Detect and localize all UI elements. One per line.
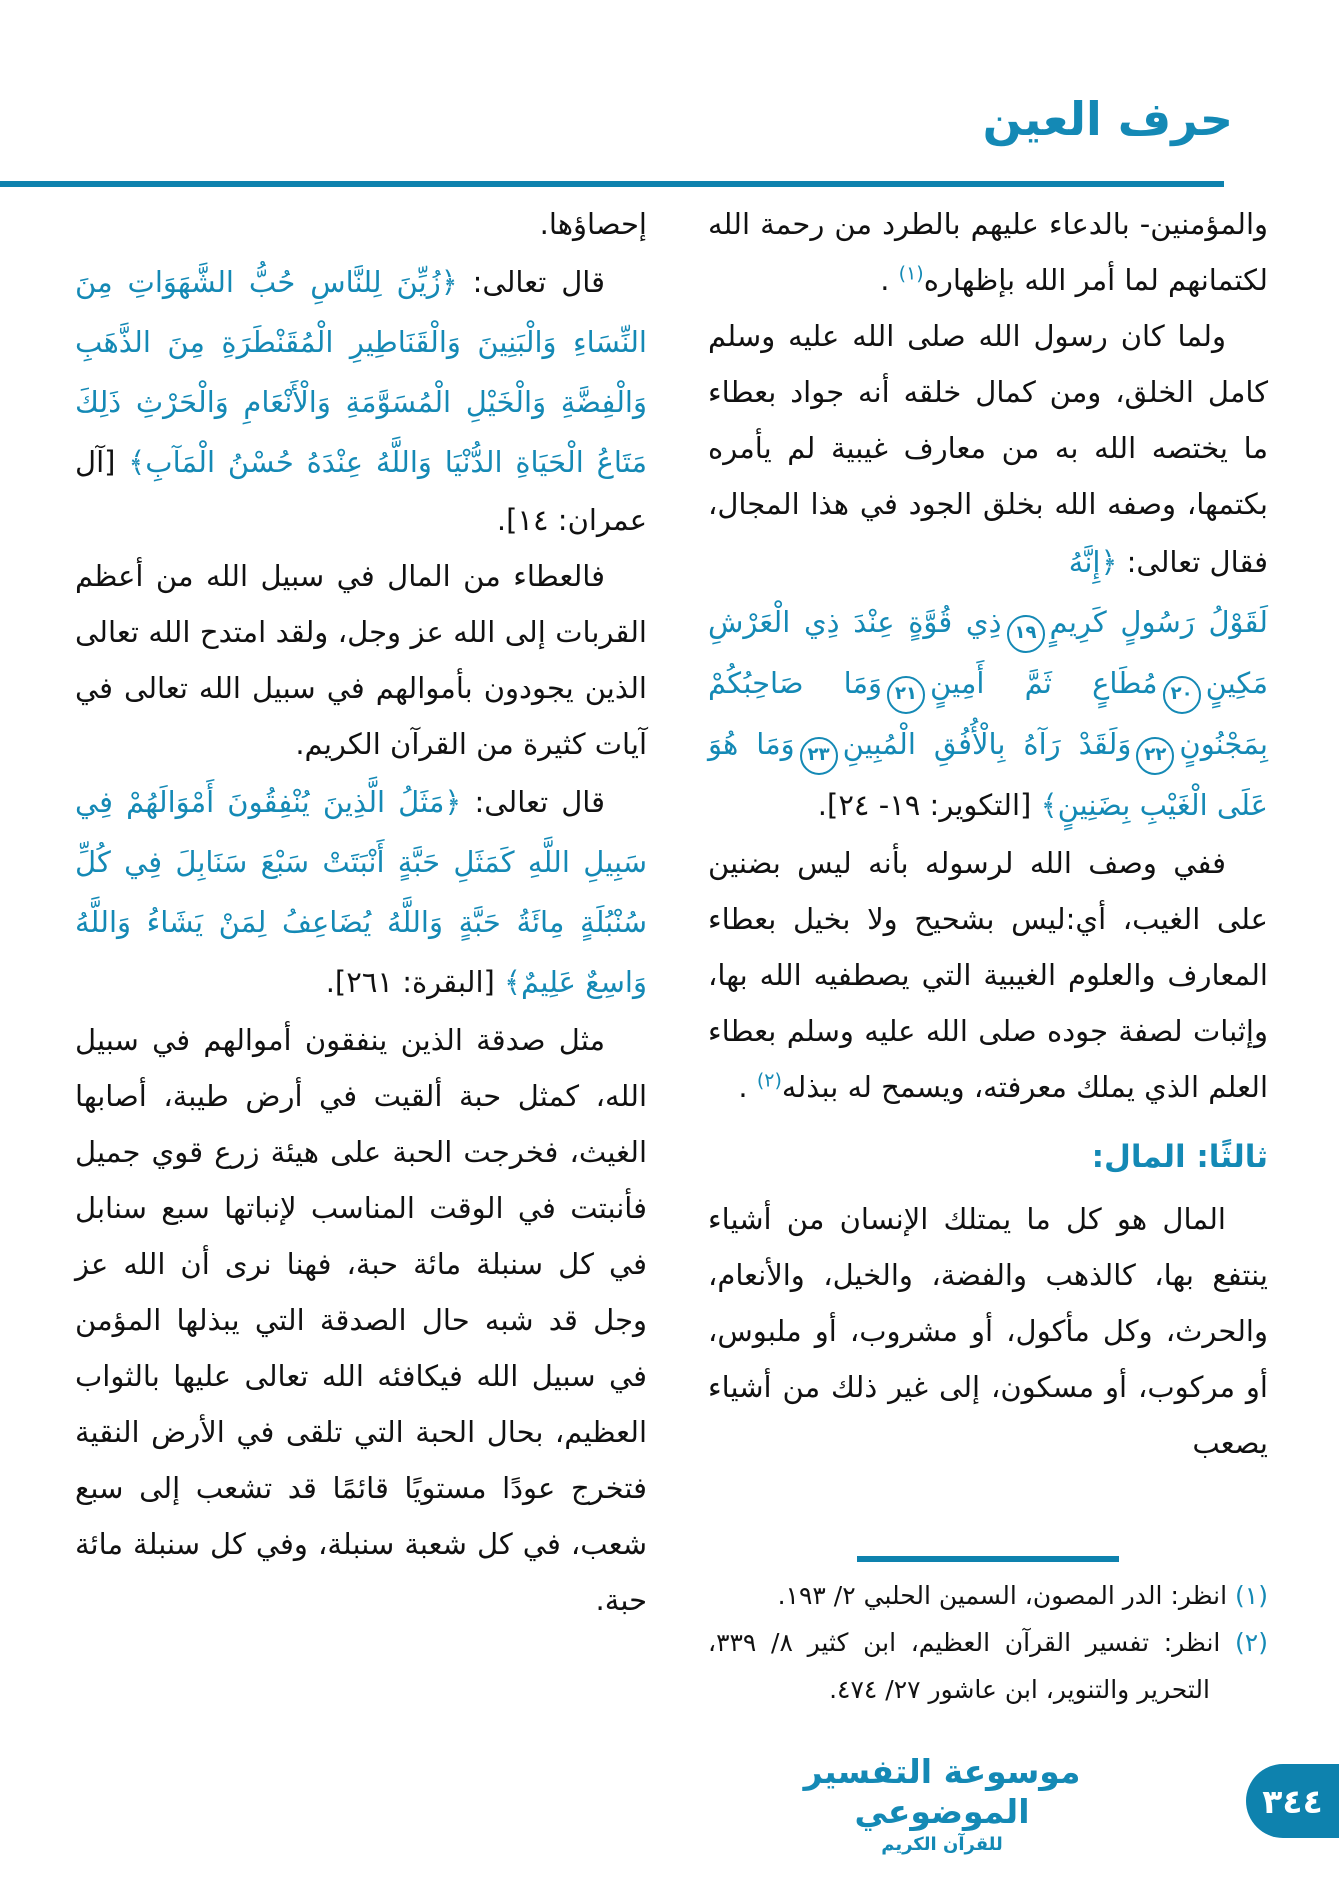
footnote-number: (١): [1235, 1581, 1268, 1610]
section-heading: ثالثًا: المال:: [1091, 1139, 1268, 1175]
paragraph-text: .: [880, 263, 899, 297]
ayah-number-badge: ٢٢: [1136, 737, 1174, 775]
footnote-text: انظر: تفسير القرآن العظيم، ابن كثير ٨/ ٣٣٩، التحرير والتنوير، ابن عاشور ٢٧/ ٤٧٤.: [708, 1628, 1221, 1704]
paragraph: [75, 252, 647, 548]
footnote-item: [708, 1619, 1268, 1713]
quran-verse-block: [708, 592, 1268, 835]
footnote-number: (٢): [1235, 1628, 1268, 1657]
header-divider: [0, 181, 1224, 187]
paragraph: [75, 772, 647, 1012]
paragraph: [708, 196, 1268, 308]
ayah-number-badge: ٢٠: [1163, 676, 1201, 714]
paragraph-text: ولما كان رسول الله صلى الله عليه وسلم كامل الخلق، ومن كمال خلقه أنه جواد بعطاء ما يختصه الله به من معارف غيبية لم يأمره بكتمها، وصفه الله بخلق الجود في هذا المجال، فقال تعالى:: [708, 319, 1268, 579]
footnotes: [708, 1556, 1268, 1713]
verse-reference: [البقرة: ٢٦١].: [325, 965, 495, 999]
column-left: [75, 196, 647, 1628]
quran-verse: لَقَوْلُ رَسُولٍ كَرِيمٍ: [1049, 605, 1268, 639]
paragraph-text: قال تعالى:: [461, 785, 605, 819]
footnote-reference: (٢): [756, 1069, 782, 1092]
paragraph: [708, 308, 1268, 592]
publisher-logo-subtitle: للقرآن الكريم: [881, 1834, 1003, 1855]
verse-reference: [التكوير: ١٩- ٢٤].: [817, 788, 1032, 822]
paragraph-text: .: [738, 1070, 757, 1104]
paragraph-text: ففي وصف الله لرسوله بأنه ليس بضنين على الغيب، أي:ليس بشحيح ولا بخيل بعطاء المعارف والعلوم الغيبية التي يصطفيه الله بها، وإثبات لصفة جوده صلى الله عليه وسلم بعطاء العلم الذي يملك معرفته، ويسمح له ببذله: [708, 846, 1268, 1104]
paragraph: المال هو كل ما يمتلك الإنسان من أشياء ينتفع بها، كالذهب والفضة، والخيل، والأنعام، والحرث، وكل مأكول، أو مشروب، أو ملبوس، أو مركوب، أو مسكون، إلى غير ذلك من أشياء يصعب: [708, 1202, 1268, 1460]
quran-verse: ﴿مَثَلُ الَّذِينَ يُنْفِقُونَ أَمْوَالَهُمْ فِي سَبِيلِ اللَّهِ كَمَثَلِ حَبَّةٍ أَنْبَتَتْ سَبْعَ سَنَابِلَ فِي كُلِّ سُنْبُلَةٍ مِائَةُ حَبَّةٍ وَاللَّهُ يُضَاعِفُ لِمَنْ يَشَاءُ وَاللَّهُ وَاسِعٌ عَلِيمٌ﴾: [75, 785, 647, 999]
publisher-logo-title: موسوعة التفسير الموضوعي: [803, 1752, 1081, 1831]
paragraph-text: والمؤمنين- بالدعاء عليهم بالطرد من رحمة الله لكتمانهم لما أمر الله بإظهاره: [708, 207, 1268, 297]
paragraph: مثل صدقة الذين ينفقون أموالهم في سبيل الله، كمثل حبة ألقيت في أرض طيبة، أصابها الغيث، فخرجت الحبة على هيئة زرع قوي جميل فأنبتت في الوقت المناسب لإنباتها سبع سنابل في كل سنبلة مائة حبة، فهنا نرى أن الله عز وجل قد شبه حال الصدقة التي يبذلها المؤمن في سبيل الله فيكافئه الله تعالى عليها بالثواب العظيم، بحال الحبة التي تلقى في الأرض النقية فتخرج عودًا مستويًا قائمًا قد تشعب إلى سبع شعب، في كل شعبة سنبلة، وفي كل سنبلة مائة حبة.: [75, 1023, 647, 1617]
quran-verse: ﴿إِنَّهُ: [1068, 545, 1118, 579]
ayah-number-badge: ١٩: [1007, 615, 1045, 653]
verse-reference: [آل عمران: ١٤].: [75, 445, 647, 537]
footnote-separator: [857, 1556, 1119, 1562]
footnote-reference: (١): [898, 262, 924, 285]
quran-verse: وَمَا هُوَ عَلَى الْغَيْبِ بِضَنِينٍ﴾: [708, 727, 1268, 822]
ayah-number-badge: ٢١: [887, 676, 925, 714]
paragraph: إحصاؤها.: [539, 207, 647, 241]
quran-verse: ذِي قُوَّةٍ عِنْدَ ذِي الْعَرْشِ مَكِينٍ: [708, 605, 1268, 700]
ayah-number-badge: ٢٣: [800, 737, 838, 775]
quran-verse: وَمَا صَاحِبُكُمْ بِمَجْنُونٍ: [708, 666, 1268, 761]
footnote-text: انظر: الدر المصون، السمين الحلبي ٢/ ١٩٣.: [777, 1581, 1228, 1610]
footnote-item: [708, 1572, 1268, 1619]
quran-verse: وَلَقَدْ رَآهُ بِالْأُفُقِ الْمُبِينِ: [842, 727, 1132, 761]
paragraph-text: قال تعالى:: [457, 265, 605, 299]
quran-verse: ﴿زُيِّنَ لِلنَّاسِ حُبُّ الشَّهَوَاتِ مِنَ النِّسَاءِ وَالْبَنِينَ وَالْقَنَاطِيرِ الْمُقَنْطَرَةِ مِنَ الذَّهَبِ وَالْفِضَّةِ وَالْخَيْلِ الْمُسَوَّمَةِ وَالْأَنْعَامِ وَالْحَرْثِ ذَلِكَ مَتَاعُ الْحَيَاةِ الدُّنْيَا وَاللَّهُ عِنْدَهُ حُسْنُ الْمَآبِ﴾: [75, 265, 647, 479]
column-right: [708, 196, 1268, 1471]
page-title: حرف العين: [982, 92, 1233, 146]
paragraph: فالعطاء من المال في سبيل الله من أعظم القربات إلى الله عز وجل، ولقد امتدح الله تعالى الذين يجودون بأموالهم في سبيل الله تعالى في آيات كثيرة من القرآن الكريم.: [75, 559, 647, 761]
quran-verse: مُطَاعٍ ثَمَّ أَمِينٍ: [930, 666, 1158, 700]
paragraph: [708, 835, 1268, 1115]
publisher-logo: [742, 1752, 1142, 1858]
page-number-badge: ٣٤٤: [1246, 1764, 1339, 1838]
